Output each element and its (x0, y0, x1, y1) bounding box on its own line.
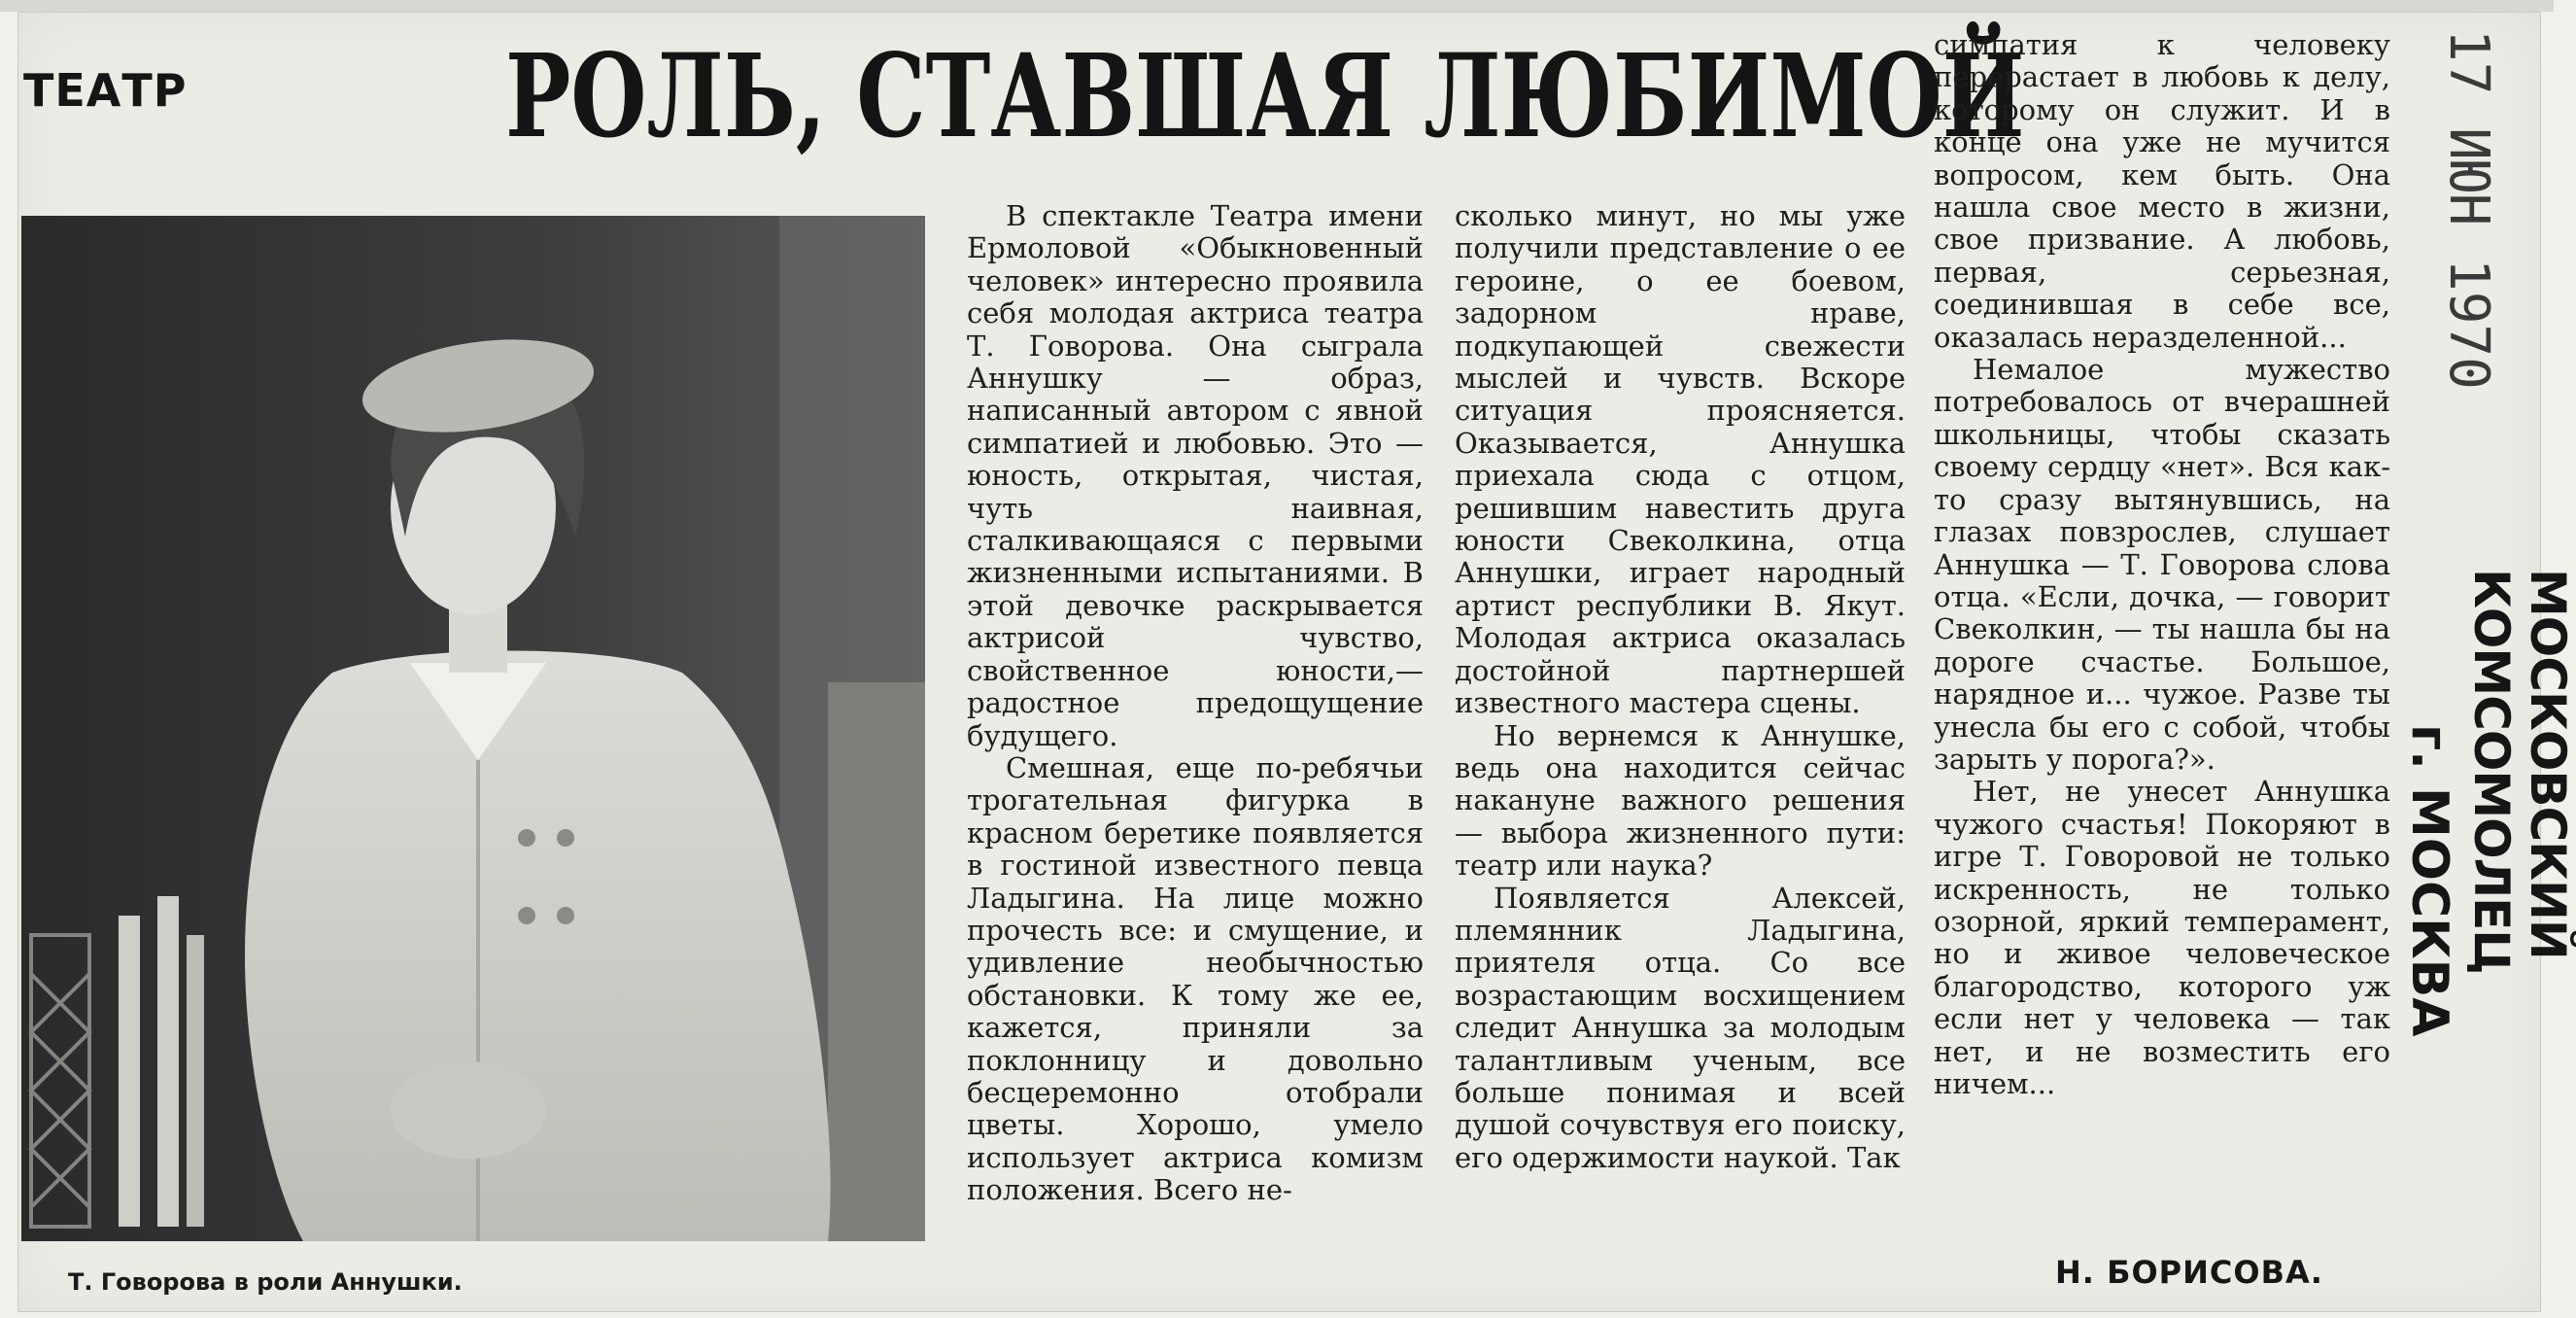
paragraph: Но вернемся к Аннушке, ведь она находится сейчас накануне важного решения — выбора жизненного пути: театр или наука? (1455, 718, 1906, 883)
article-headline: РОЛЬ, СТАВШАЯ ЛЮБИМОЙ (505, 28, 2025, 163)
paragraph: Смешная, еще по-ребячьи трогательная фигурка в красном беретике появляется в гостиной известного певца Ладыгина. На лице можно прочесть все: и смущение, и удивление необычностью обстановки. К тому же ее, кажется, приняли за поклонницу и довольно бесцеремонно отобрали цветы. Хорошо, умело использует актриса комизм положения. Всего не- (967, 750, 1424, 1207)
paragraph: сколько минут, но мы уже получили представление о ее героине, о ее боевом, задорном нраве, подкупающей свежести мыслей и чувств. Вскоре ситуация проясняется. Оказывается, Аннушка приехала сюда с отцом, решившим навестить друга юности Свеколкина, отца Аннушки, играет народный артист республики В. Якут. Молодая актриса оказалась достойной партнершей известного мастера сцены. (1455, 199, 1906, 720)
paragraph: Появляется Алексей, племянник Ладыгина, приятеля отца. Со все возрастающим восхищением следит Аннушка за молодым талантливым ученым, все больше понимая и всей душой сочувствуя его поиску, его одержимости наукой. Так (1455, 881, 1906, 1174)
author-signature: Н. БОРИСОВА. (2055, 1254, 2323, 1291)
photo-illustration (21, 216, 925, 1241)
paragraph: Нет, не унесет Аннушка чужого счастья! Покоряют в игре Т. Говоровой не только искренность, не только озорной, яркий темперамент, но и живое человеческое благородство, которого уж если нет у человека — так нет, и не возместить его ничем... (1934, 775, 2390, 1100)
publication-stamp: МОСКОВСКИЙ КОМСОМОЛЕЦ (2463, 569, 2576, 974)
date-stamp: 17 ИЮН 1970 (2437, 29, 2500, 390)
paragraph: В спектакле Театра имени Ермоловой «Обыкновенный человек» интересно проявила себя молодая актриса театра Т. Говорова. Она сыграла Аннушку — образ, написанный автором с явной симпатией и любовью. Это — юность, открытая, чистая, чуть наивная, сталкивающаяся с первыми жизненными испытаниями. В этой девочке раскрывается актрисой чувство, свойственное юности,—радостное предощущение будущего. (967, 199, 1424, 752)
article-photo (21, 216, 925, 1241)
photo-caption: Т. Говорова в роли Аннушки. (68, 1268, 463, 1296)
city-stamp: г. МОСКВА (2400, 724, 2458, 1037)
paragraph: Немалое мужество потребовалось от вчерашней школьницы, чтобы сказать своему сердцу «нет». Вся как-то сразу вытянувшись, на глазах повзрослев, слушает Аннушка — Т. Говорова слова отца. «Если, дочка, — говорит Свеколкин, — ты нашла бы на дороге счастье. Большое, нарядное и... чужое. Разве ты унесла бы его с собой, чтобы зарыть у порога?». (1934, 353, 2390, 776)
scan-top-band (0, 0, 2554, 12)
article-column-2 (1455, 200, 1906, 1174)
article-column-3 (1934, 29, 2390, 1100)
paragraph: симпатия к человеку перерастает в любовь к делу, которому он служит. И в конце она уже не мучится вопросом, кем быть. Она нашла свое место в жизни, свое призвание. А любовь, первая, серьезная, соединившая в себе все, оказалась неразделенной... (1934, 28, 2390, 354)
section-label: ТЕАТР (23, 64, 188, 117)
article-column-1 (967, 200, 1424, 1207)
